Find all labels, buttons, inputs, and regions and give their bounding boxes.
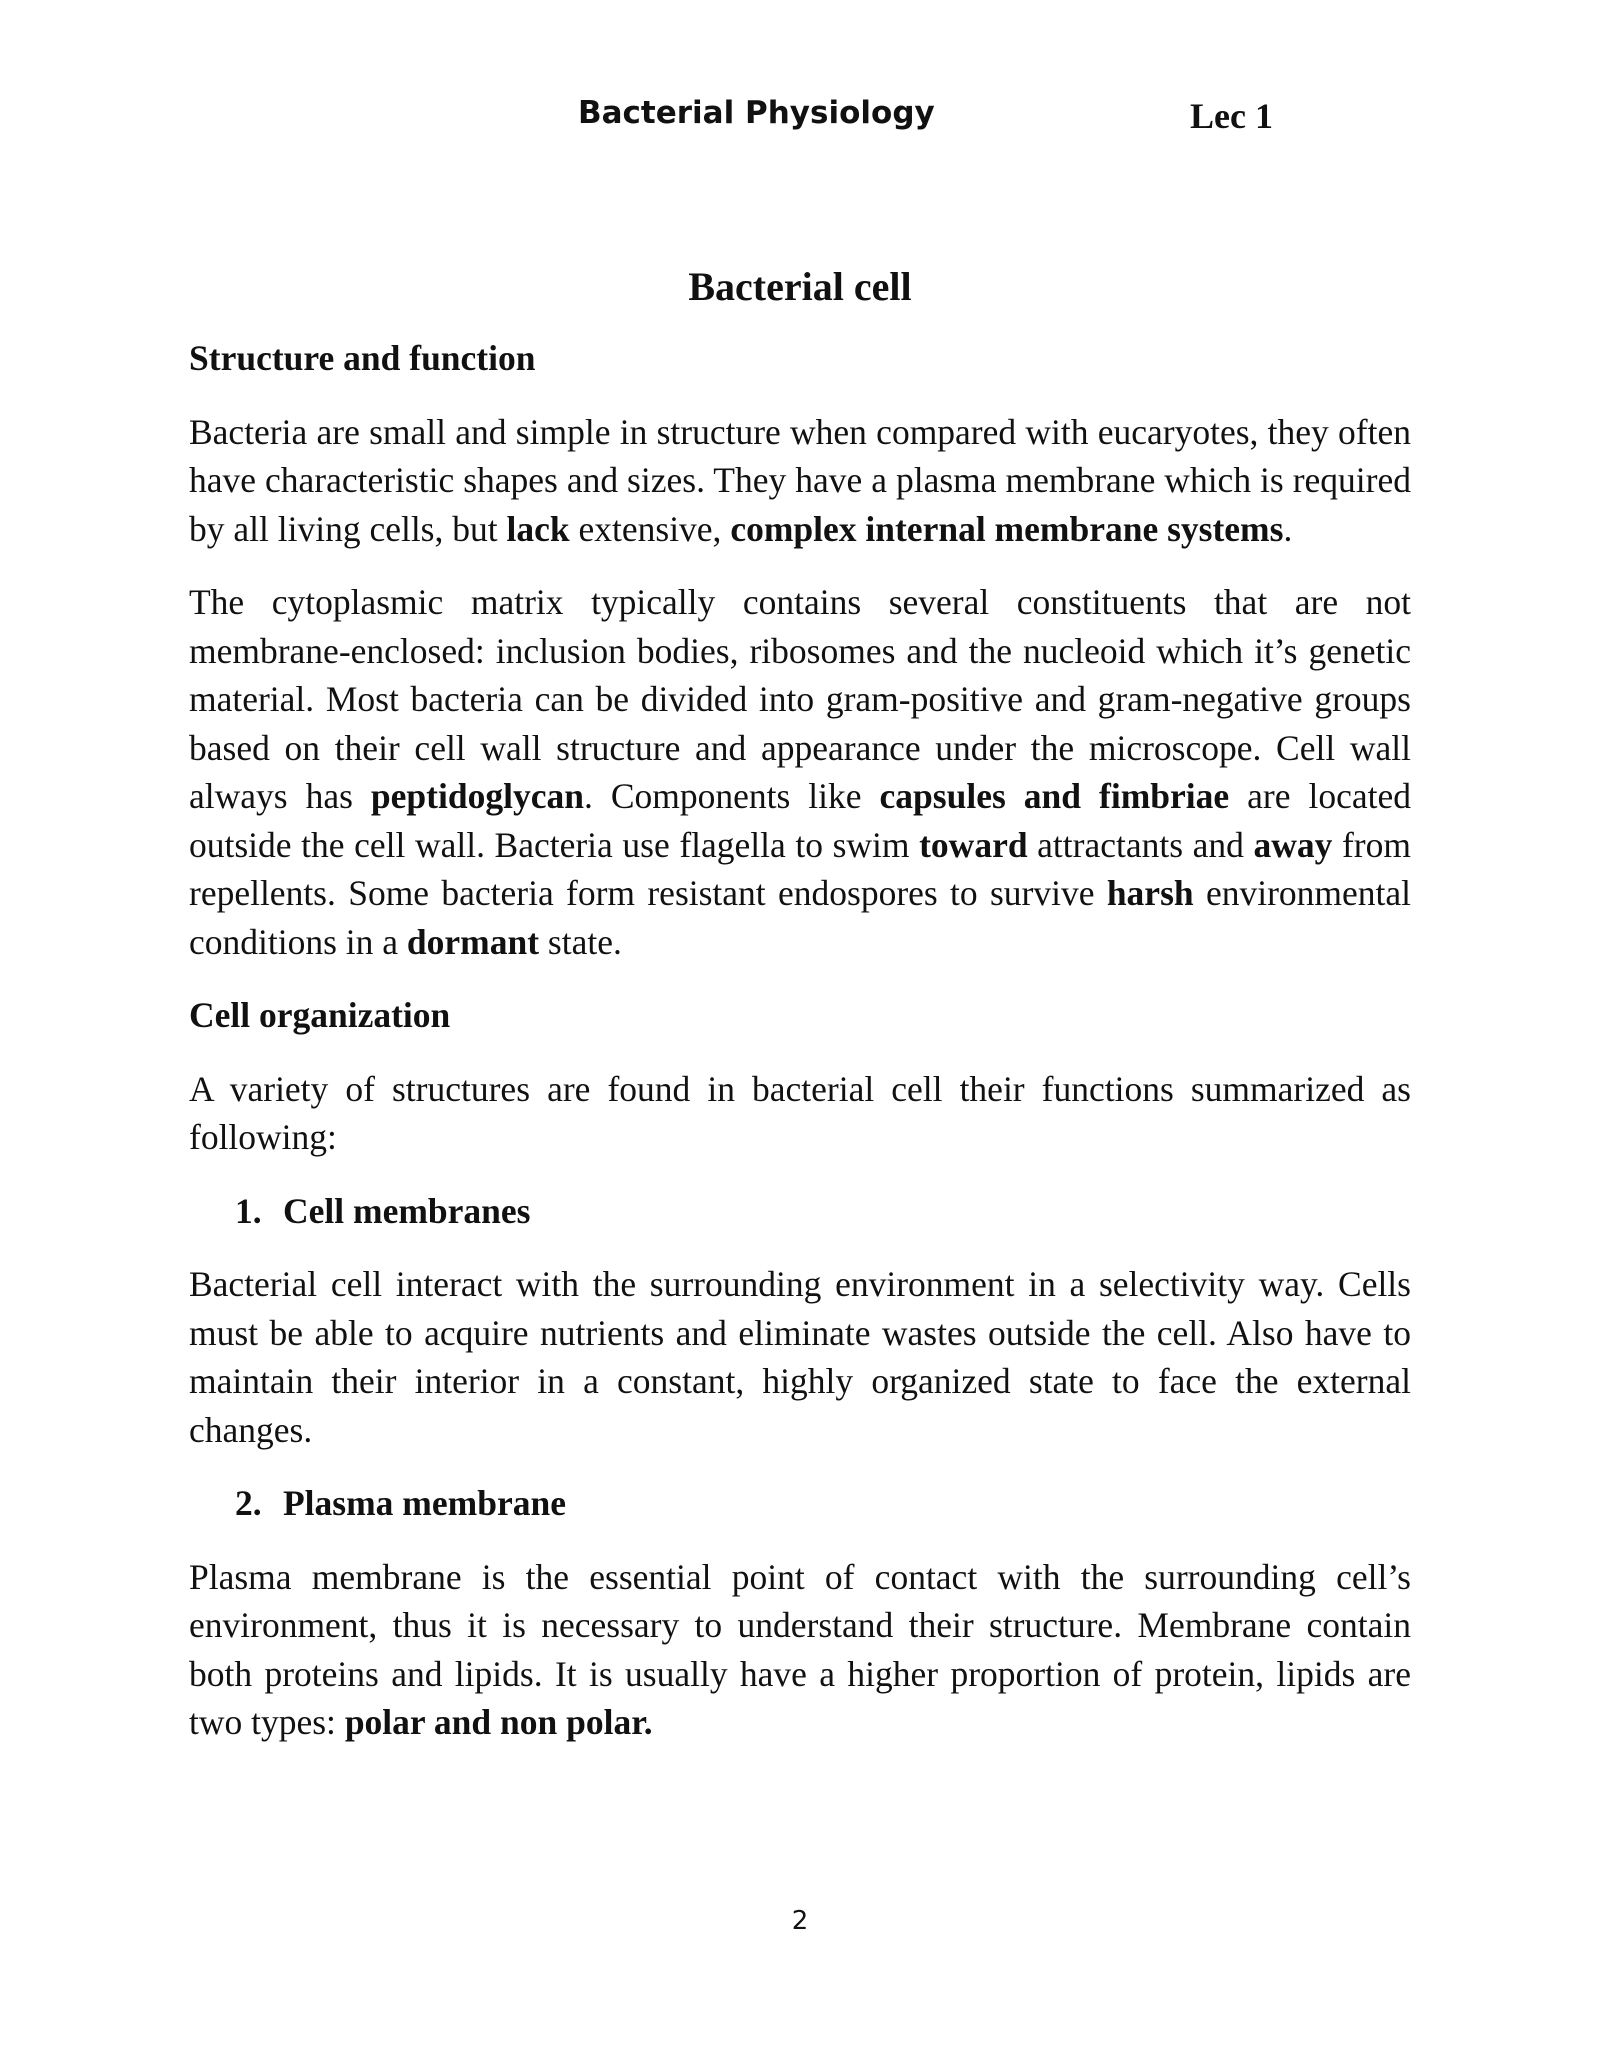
text-run: Plasma membrane is the essential point of contact with the surrounding cell’s environment, thus it is necessary to understand their structure. Membrane contain both proteins and lipids. It is usually have a higher proportion of protein, lipids are two types: [189, 1556, 1411, 1742]
bold-run: dormant [406, 921, 540, 962]
document-title: Bacterial cell [688, 264, 912, 309]
section-heading-structure-function: Structure and function [189, 338, 536, 378]
text-run: state. [539, 921, 622, 962]
bold-run: toward [919, 824, 1028, 865]
header-lecture-number: Lec 1 [1190, 96, 1273, 136]
numbered-heading-cell-membranes [189, 1187, 1411, 1236]
header-title: Bacterial Physiology [578, 95, 935, 131]
document-body [189, 262, 1411, 1772]
bold-run: polar and non polar. [344, 1702, 653, 1742]
text-run: environmental conditions in a [189, 873, 1411, 962]
numbered-heading-plasma-membrane [189, 1479, 1411, 1528]
page-number: 2 [791, 1906, 809, 1936]
text-run: . [1283, 508, 1293, 549]
numbered-heading-label: Plasma membrane [283, 1483, 566, 1523]
paragraph-structure-intro [189, 408, 1411, 554]
section-heading-cell-organization: Cell organization [189, 995, 451, 1035]
paragraph-cell-organization: A variety of structures are found in bacterial cell their functions summarized as following: [189, 1068, 1411, 1157]
numbered-heading-label: Cell membranes [283, 1190, 531, 1231]
paragraph-cytoplasmic-matrix [189, 578, 1411, 966]
text-run: attractants and [1027, 824, 1254, 865]
bold-run: harsh [1106, 873, 1194, 913]
list-number: 2. [235, 1483, 262, 1523]
paragraph-plasma-membrane [189, 1553, 1411, 1747]
page-header [0, 95, 1600, 145]
text-run: extensive, [569, 508, 731, 549]
text-run: . Components like [583, 776, 880, 816]
paragraph-cell-membranes: Bacterial cell interact with the surrounding environment in a selectivity way. Cells must be able to acquire nutrients and eliminate wastes outside the cell. Also have to maintain their interior in a constant, highly organized state to face the external changes. [189, 1264, 1411, 1450]
list-number: 1. [235, 1190, 262, 1231]
text-run: The cytoplasmic matrix typically contains several constituents that are not membrane-enclosed: inclusion bodies, ribosomes and the nucleoid which it’s genetic material. Most bacteria can be divided into gram-positive and gram-negative groups based on their cell wall structure and appearance under the microscope. Cell wall always has [189, 582, 1411, 816]
bold-run: peptidoglycan [370, 776, 584, 816]
bold-run: complex internal membrane systems [730, 508, 1284, 549]
bold-run: away [1253, 824, 1333, 865]
text-run: Bacteria are small and simple in structure when compared with eucaryotes, they often have characteristic shapes and sizes. They have a plasma membrane which is required by all living cells, but [189, 411, 1411, 549]
text-run: are located outside the cell wall. Bacteria use flagella to swim [189, 776, 1411, 865]
text-run: from repellents. Some bacteria form resistant endospores to survive [189, 824, 1411, 913]
bold-run: capsules and fimbriae [879, 776, 1230, 816]
bold-run: lack [506, 508, 570, 549]
